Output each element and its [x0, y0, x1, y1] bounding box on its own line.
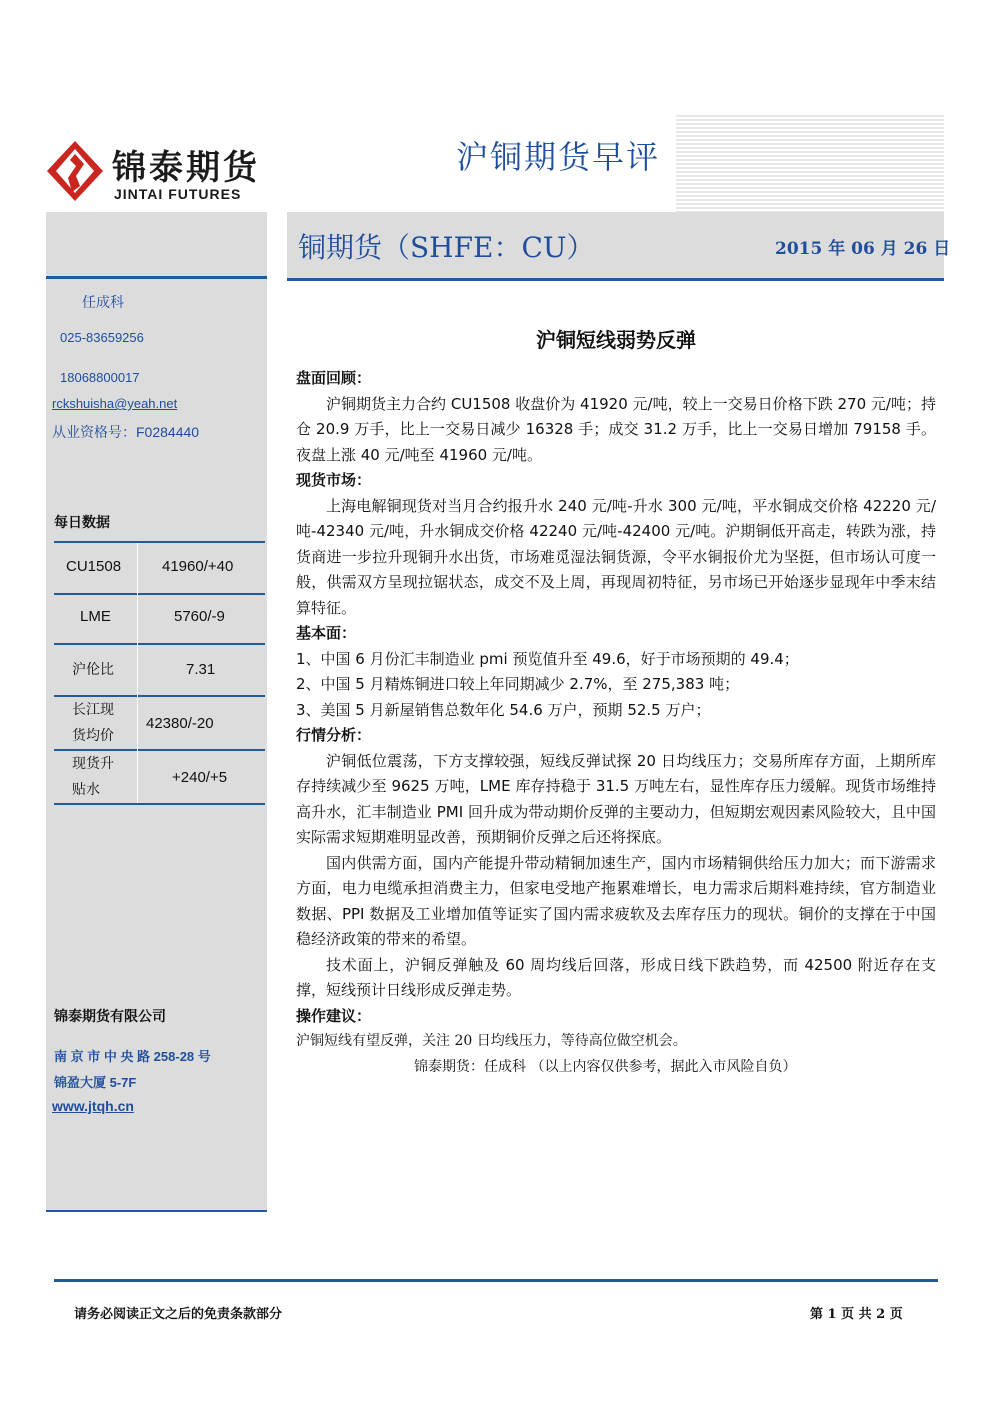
company-website-link[interactable]: www.jtqh.cn [52, 1098, 134, 1114]
analyst-mobile: 18068800017 [60, 370, 140, 385]
daily-row-value: 5760/-9 [174, 608, 225, 625]
section-heading: 行情分析： [296, 726, 372, 744]
company-logo-icon [46, 140, 104, 202]
list-item: 1、中国 6 月份汇丰制造业 pmi 预览值升至 49.6，好于市场预期的 49.4； [296, 649, 799, 668]
article-body [296, 366, 936, 1080]
list-item: 3、美国 5 月新屋销售总数年化 54.6 万户，预期 52.5 万户； [296, 700, 711, 719]
daily-row-spot-avg [54, 697, 265, 751]
daily-row-premium [54, 751, 265, 805]
daily-row-value: 7.31 [186, 661, 216, 678]
product-header-divider [287, 278, 944, 281]
section-heading: 操作建议： [296, 1006, 372, 1025]
daily-row-label: 沪伦比 [72, 662, 114, 678]
company-address-line2: 锦盈大厦 5-7F [54, 1075, 137, 1090]
daily-row-label: 长江现货均价 [72, 702, 114, 744]
daily-data-label: 每日数据 [54, 515, 110, 531]
analyst-email-link[interactable]: rckshuisha@yeah.net [52, 396, 178, 411]
daily-row-ratio [54, 645, 265, 697]
company-name: 锦泰期货有限公司 [54, 1009, 166, 1025]
page-number: 第 1 页 共 2 页 [810, 1307, 903, 1322]
sidebar-bottom-divider [46, 1210, 267, 1212]
company-address-line1: 南 京 市 中 央 路 258-28 号 [54, 1049, 211, 1064]
daily-row-cu1508 [54, 543, 265, 595]
section-heading: 盘面回顾： [296, 369, 372, 387]
paragraph: 沪铜低位震荡，下方支撑较强，短线反弹试探 20 日均线压力；交易所库存方面，上期所库存持续减少至 9625 万吨，LME 库存持稳于 31.5 万吨左右，显性库存压力缓解。现货市场维持高升水，汇丰制造业 PMI 回升成为带动期价反弹的主要动力，但短期宏观因素风险较大，且中国实际需求短期难明显改善，预期铜价反弹之后还将探底。 [296, 751, 936, 846]
article-title: 沪铜短线弱势反弹 [536, 328, 696, 352]
product-title: 铜期货（SHFE：CU） [298, 231, 595, 264]
sidebar-top-divider [46, 276, 267, 279]
daily-table-column-divider [137, 543, 138, 803]
list-item: 2、中国 5 月精炼铜进口较上年同期减少 2.7%，至 275,383 吨； [296, 675, 740, 693]
paragraph: 沪铜期货主力合约 CU1508 收盘价为 41920 元/吨，较上一交易日价格下跌 270 元/吨；持仓 20.9 万手，比上一交易日减少 16328 手；成交 31.2 万手，比上一交易日增加 79158 手。夜盘上涨 40 元/吨至 41960 元/吨。 [296, 394, 936, 464]
footer-divider [54, 1279, 938, 1282]
logo-text-en: JINTAI FUTURES [114, 186, 242, 202]
logo-text-cn: 锦泰期货 [112, 148, 260, 188]
daily-row-label: LME [80, 608, 111, 625]
daily-row-value: +240/+5 [172, 769, 228, 786]
analyst-phone: 025-83659256 [60, 330, 144, 345]
section-heading: 现货市场： [296, 471, 372, 489]
header-stripe-decoration [676, 115, 944, 225]
analyst-license: 从业资格号：F0284440 [52, 424, 200, 440]
section-heading: 基本面： [296, 624, 357, 642]
paragraph: 沪铜短线有望反弹，关注 20 日均线压力，等待高位做空机会。 [296, 1033, 687, 1049]
footer-disclaimer: 请务必阅读正文之后的免责条款部分 [74, 1307, 283, 1322]
paragraph: 国内供需方面，国内产能提升带动精铜加速生产，国内市场精铜供给压力加大；而下游需求方面，电力电缆承担消费主力，但家电受地产拖累难增长，电力需求后期料难持续，官方制造业数据、PPI 数据及工业增加值等证实了国内需求疲软及去库存压力的现状。铜价的支撑在于中国稳经济政策的带来的希望。 [296, 853, 936, 948]
signature: 锦泰期货：任成科 （以上内容仅供参考，据此入市风险自负） [414, 1058, 797, 1075]
paragraph: 技术面上，沪铜反弹触及 60 周均线后回落，形成日线下跌趋势，而 42500 附近存在支撑，短线预计日线形成反弹走势。 [296, 955, 936, 999]
daily-row-label: CU1508 [66, 558, 122, 575]
report-title: 沪铜期货早评 [456, 138, 661, 176]
daily-row-label: 现货升贴水 [72, 756, 114, 798]
daily-row-value: 41960/+40 [162, 558, 234, 575]
report-date: 2015 年 06 月 26 日 [775, 239, 951, 259]
daily-row-value: 42380/-20 [146, 715, 214, 732]
analyst-name: 任成科 [82, 294, 124, 310]
daily-row-lme [54, 595, 265, 645]
paragraph: 上海电解铜现货对当月合约报升水 240 元/吨-升水 300 元/吨，平水铜成交价格 42220 元/吨-42340 元/吨，升水铜成交价格 42240 元/吨-42400 元/吨。沪期铜低开高走，转跌为涨，持货商进一步拉升现铜升水出货，市场难觅湿法铜货源，令平水铜报价尤为坚挺，但市场认可度一般，供需双方呈现拉锯状态，成交不及上周，再现周初特征，另市场已开始逐步显现年中季末结算特征。 [296, 496, 936, 617]
